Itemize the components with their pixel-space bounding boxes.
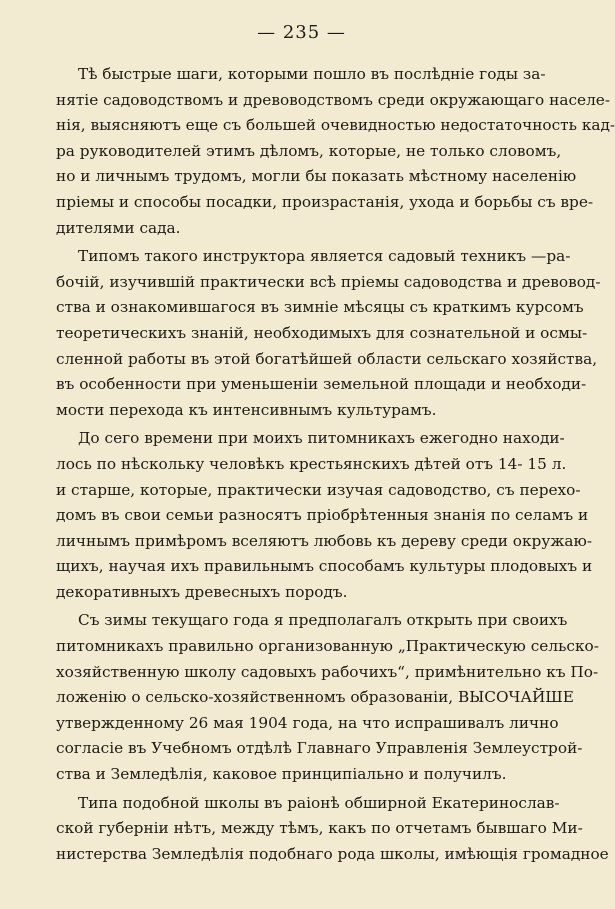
body-text [56, 62, 615, 867]
text-line: нистерства Земледѣлія подобнаго рода школы, имѣющія громадное [56, 844, 609, 863]
text-line: сленной работы въ этой богатѣйшей области сельскаго хозяйства, [56, 349, 598, 368]
text-line: пріемы и способы посадки, произрастанія, ухода и борьбы съ вре- [56, 192, 594, 211]
text-line: хозяйственную школу садовыхъ рабочихъ“, примѣнительно къ По- [56, 662, 599, 681]
text-line: личнымъ примѣромъ вселяютъ любовь къ дереву среди окружаю- [56, 531, 592, 550]
text-line: нятіе садоводствомъ и древоводствомъ среди окружающаго населе- [56, 90, 611, 109]
text-line: ства и ознакомившагося въ зимніе мѣсяцы съ краткимъ курсомъ [56, 298, 584, 317]
text-line: ложенію о сельско-хозяйственномъ образованіи, ВЫСОЧАЙШЕ [56, 688, 574, 707]
text-line: но и личнымъ трудомъ, могли бы показать мѣстному населенію [56, 167, 577, 186]
text-line: ра руководителей этимъ дѣломъ, которые, не только словомъ, [56, 141, 562, 160]
text-line: бочій, изучившій практически всѣ пріемы садоводства и древовод- [56, 272, 601, 291]
text-line: согласіе въ Учебномъ отдѣлѣ Главнаго Управленія Землеустрой- [56, 739, 583, 758]
text-line: и старше, которые, практически изучая садоводство, съ перехо- [56, 480, 581, 499]
text-line: мости перехода къ интенсивнымъ культурамъ. [56, 400, 437, 419]
text-line: Тѣ быстрые шаги, которыми пошло въ послѣдніе годы за- [78, 65, 546, 83]
text-line: Съ зимы текущаго года я предполагалъ открыть при своихъ [78, 611, 568, 630]
text-line: дителями сада. [56, 218, 181, 237]
text-line: домъ въ свои семьи разносятъ пріобрѣтенныя знанія по селамъ и [56, 506, 589, 525]
text-line: ства и Земледѣлія, каковое принципіально и получилъ. [56, 765, 507, 784]
text-line: ской губерніи нѣтъ, между тѣмъ, какъ по отчетамъ бывшаго Ми- [56, 819, 583, 838]
text-line: питомникахъ правильно организованную „Практическую сельско- [56, 637, 599, 656]
text-line: въ особенности при уменьшеніи земельной площади и необходи- [56, 375, 587, 394]
text-line: Типомъ такого инструктора является садовый техникъ —ра- [78, 247, 571, 266]
text-line: щихъ, научая ихъ правильнымъ способамъ культуры плодовыхъ и [56, 557, 593, 576]
text-line: декоративныхъ древесныхъ породъ. [56, 582, 348, 601]
text-line: До сего времени при моихъ питомникахъ ежегодно находи- [78, 429, 565, 448]
text-line: теоретическихъ знаній, необходимыхъ для сознательной и осмы- [56, 323, 588, 342]
text-line: Типа подобной школы въ раіонѣ обширной Екатеринослав- [78, 793, 560, 812]
page-number: — 235 — [257, 22, 346, 43]
text-line: утвержденному 26 мая 1904 года, на что испрашивалъ лично [56, 713, 559, 732]
text-line: нія, выясняютъ еще съ большей очевидностью недостаточность кад- [56, 116, 615, 135]
text-line: лось по нѣскольку человѣкъ крестьянскихъ дѣтей отъ 14- 15 л. [56, 454, 567, 473]
